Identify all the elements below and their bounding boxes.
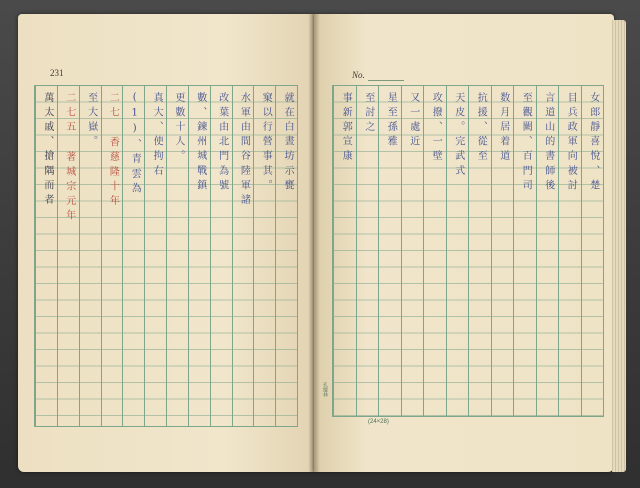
book-gutter: [308, 14, 320, 472]
grid-column: [79, 86, 102, 426]
column-text: 改葉由北門為號: [216, 92, 228, 195]
number-blank-line: [368, 80, 404, 81]
grid-size-label: (24×28): [368, 419, 389, 425]
grid-column: [275, 86, 298, 426]
grid-column: [144, 86, 167, 426]
grid-column: [57, 86, 80, 426]
grid-column: [401, 86, 425, 416]
column-text: 抗援、從至: [475, 92, 487, 165]
column-text: 二七五 著城宗元年: [63, 92, 75, 225]
column-text: 天皮。完武式: [452, 92, 464, 180]
column-text: (1)、青雲為: [129, 92, 141, 198]
grid-column: [122, 86, 145, 426]
column-text: 数月居着道: [497, 92, 509, 165]
grid-column: [491, 86, 515, 416]
grid-column: [558, 86, 582, 416]
grid-column: [356, 86, 380, 416]
grid-column: [581, 86, 605, 416]
grid-column: [188, 86, 211, 426]
column-text: 女郎靜喜悅、楚: [587, 92, 599, 195]
side-stamp-label: 孔慶林: [322, 382, 328, 397]
column-text: 水軍由間谷陸軍諸: [238, 92, 250, 209]
column-text: 真大、使拘右: [151, 92, 163, 180]
column-text: 就在白晝坊示甕: [282, 92, 294, 195]
grid-column: [446, 86, 470, 416]
grid-column: [232, 86, 255, 426]
column-text: 萬太戚、搶隅而者: [41, 92, 53, 209]
left-manuscript-grid: [34, 85, 298, 427]
column-text: 窠以行營事其。: [260, 92, 272, 195]
column-text: 事新郭宣康: [340, 92, 352, 165]
grid-column: [210, 86, 233, 426]
column-text: 言道山的書師後: [542, 92, 554, 195]
column-text: 二七 香慈隆十年: [107, 92, 119, 210]
number-label: No.: [352, 70, 365, 80]
grid-column: [166, 86, 189, 426]
column-text: 至討之: [362, 92, 374, 136]
page-edges: [612, 20, 626, 472]
grid-column: [468, 86, 492, 416]
grid-column: [423, 86, 447, 416]
column-text: 數、鍊州城戰鎮: [194, 92, 206, 195]
column-text: 至觀闕、百門司: [520, 92, 532, 195]
grid-column: [513, 86, 537, 416]
grid-column: [333, 86, 357, 416]
grid-column: [378, 86, 402, 416]
grid-column: [536, 86, 560, 416]
grid-column: [35, 86, 58, 426]
column-text: 又一處近: [407, 92, 419, 151]
column-text: 目兵政軍向被討: [565, 92, 577, 195]
column-text: 至大嶽。: [85, 92, 97, 151]
grid-column: [101, 86, 124, 426]
page-number: 231: [50, 68, 64, 78]
column-text: 星至孫雅: [385, 92, 397, 151]
column-text: 更數十人。: [172, 92, 184, 165]
column-text: 攻撥、一壁: [430, 92, 442, 165]
right-manuscript-grid: [332, 85, 604, 417]
grid-column: [253, 86, 276, 426]
